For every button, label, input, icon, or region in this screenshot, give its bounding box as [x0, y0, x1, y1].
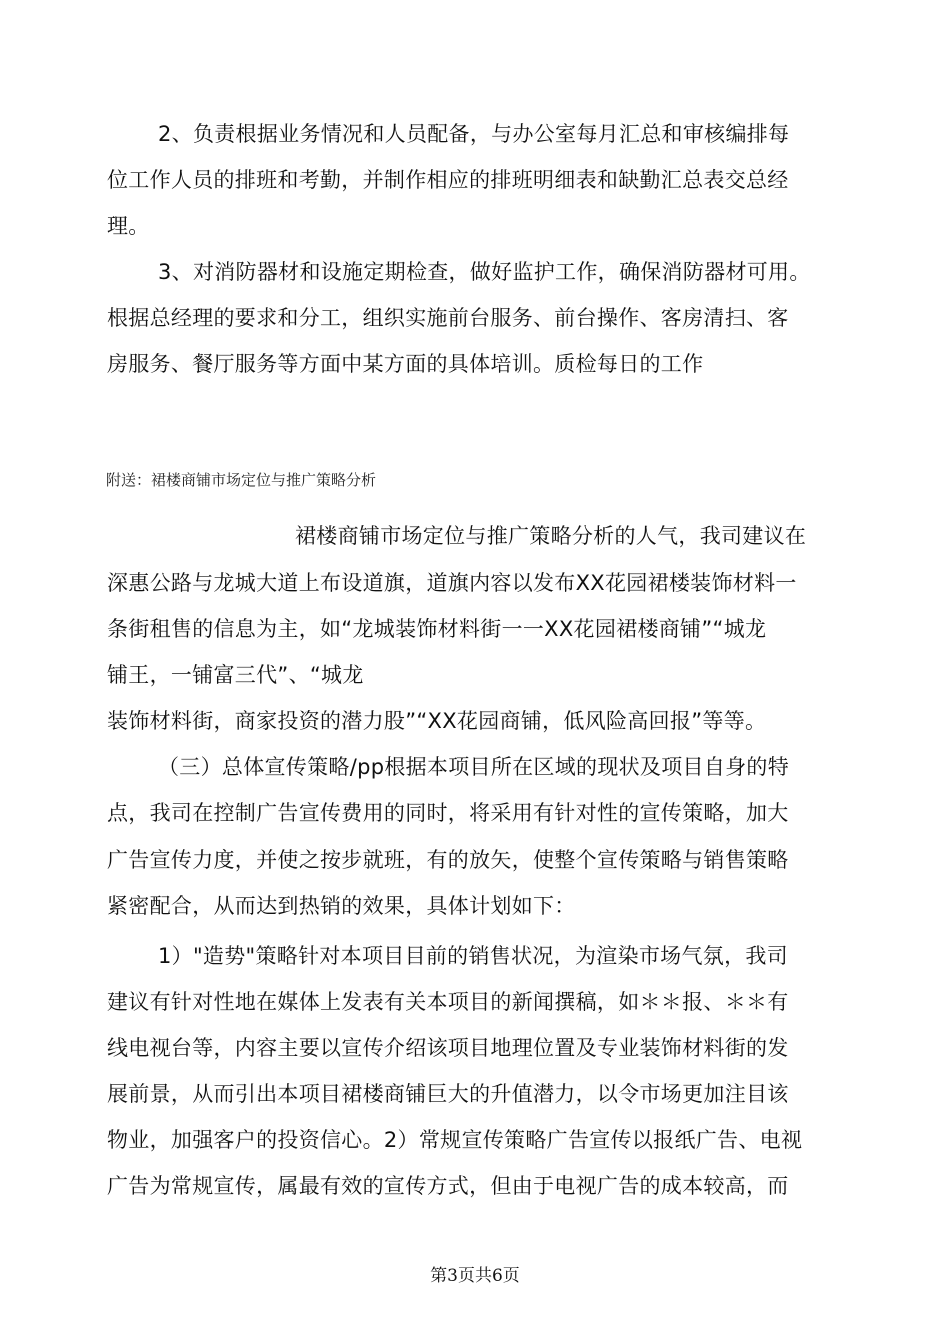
paragraph-line: 3、对消防器材和设施定期检查，做好监护工作，确保消防器材可用。	[158, 260, 811, 284]
paragraph-line: 2、负责根据业务情况和人员配备，与办公室每月汇总和审核编排每	[158, 122, 790, 146]
paragraph-line: （三）总体宣传策略/pp根据本项目所在区域的现状及项目自身的特	[158, 755, 790, 779]
paragraph-line: 紧密配合，从而达到热销的效果，具体计划如下：	[107, 894, 576, 918]
paragraph-line: 广告宣传力度，并使之按步就班，有的放矢，使整个宣传策略与销售策略	[107, 848, 789, 872]
paragraph-line: 展前景，从而引出本项目裙楼商铺巨大的升值潜力，以令市场更加注目该	[107, 1082, 789, 1106]
paragraph-line: 点，我司在控制广告宣传费用的同时，将采用有针对性的宣传策略，加大	[107, 801, 789, 825]
paragraph-line: 线电视台等，内容主要以宣传介绍该项目地理位置及专业装饰材料街的发	[107, 1036, 789, 1060]
page-number: 第3页共6页	[430, 1266, 520, 1286]
paragraph-line: 铺王，一铺富三代”、“城龙	[107, 663, 364, 687]
paragraph-line: 装饰材料街，商家投资的潜力股”“XX花园商铺，低风险高回报”等等。	[107, 709, 767, 733]
paragraph-line: 物业，加强客户的投资信心。2）常规宣传策略广告宣传以报纸广告、电视	[107, 1128, 803, 1152]
paragraph-line: 条街租售的信息为主，如“龙城装饰材料街一一XX花园裙楼商铺”“城龙	[107, 617, 767, 641]
paragraph-line: 房服务、餐厅服务等方面中某方面的具体培训。质检每日的工作	[107, 352, 704, 376]
paragraph-line: 1）"造势"策略针对本项目目前的销售状况，为渲染市场气氛，我司	[158, 944, 788, 968]
appendix-title: 附送：裙楼商铺市场定位与推广策略分析	[106, 471, 377, 489]
paragraph-line: 深惠公路与龙城大道上布设道旗，道旗内容以发布XX花园裙楼装饰材料一	[107, 571, 797, 595]
paragraph-line: 建议有针对性地在媒体上发表有关本项目的新闻撰稿，如＊＊报、＊＊有	[107, 990, 789, 1014]
paragraph-line: 广告为常规宣传，属最有效的宣传方式，但由于电视广告的成本较高，而	[107, 1174, 789, 1198]
paragraph-line: 根据总经理的要求和分工，组织实施前台服务、前台操作、客房清扫、客	[107, 306, 789, 330]
paragraph-line: 位工作人员的排班和考勤，并制作相应的排班明细表和缺勤汇总表交总经	[107, 168, 789, 192]
paragraph-line: 理。	[107, 214, 150, 238]
paragraph-line: 裙楼商铺市场定位与推广策略分析的人气，我司建议在	[295, 524, 807, 548]
